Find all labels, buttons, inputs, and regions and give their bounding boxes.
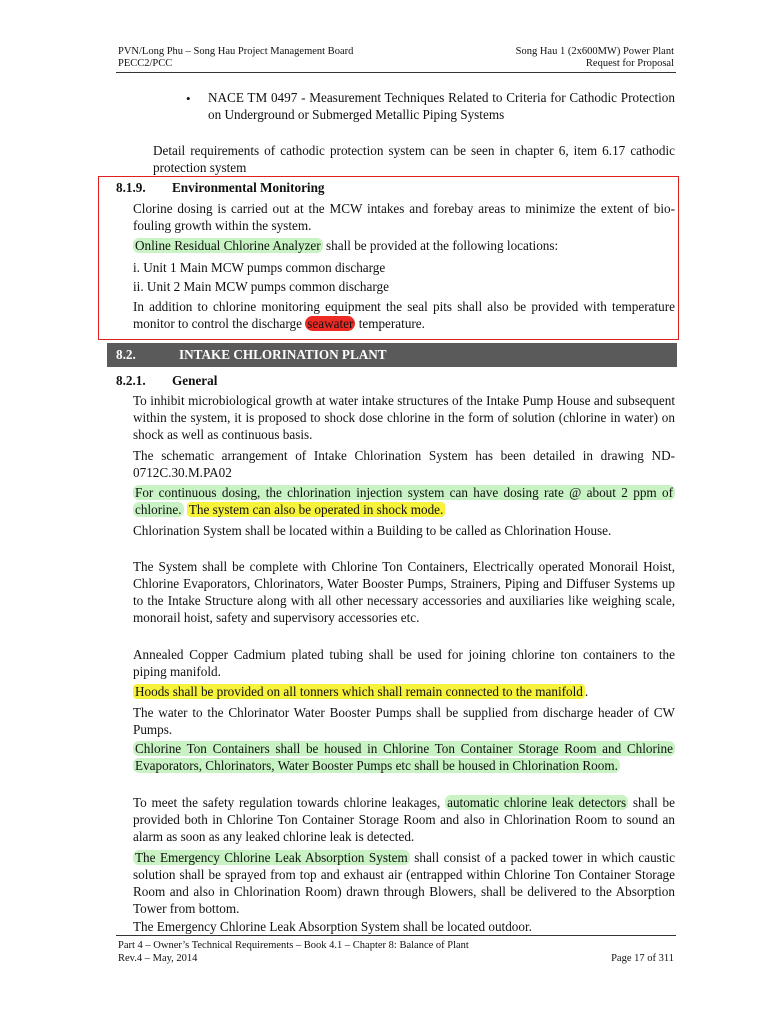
header-divider	[116, 72, 676, 73]
footer-revision: Rev.4 – May, 2014	[118, 953, 198, 964]
header-left	[118, 46, 353, 70]
heading-8-1-9	[116, 180, 325, 196]
storage-room-highlight: Chlorine Ton Containers shall be housed in Chlorine Ton Container Storage Room and Chlorine Evaporators, Chlorinators, Water Booster Pumps etc shall be housed in Chlorination Room.	[135, 741, 673, 773]
footer-left	[118, 939, 469, 965]
general-paragraph-5: The System shall be complete with Chlorine Ton Containers, Electrically operated Monorail Hoist, Chlorine Evaporators, Chlorinators, Water Booster Pumps, Strainers, Piping and Diffuser Systems up to the Intake Structure along with all other necessary accessories and auxiliaries like weighing scale, monorail hoist, safety and supervisory accessories etc.	[133, 559, 675, 625]
header-dept: PECC2/PCC	[118, 58, 173, 69]
absorption-text: shall consist of a packed tower in which caustic solution shall be sprayed from top and exhaust air (entrapped within Chlorine Ton Container Storage Room and also in Chlorination Room) drawn through Blowers, shall be delivered to the Absorption Tower from bottom.	[133, 850, 675, 916]
location-item-1: i. Unit 1 Main MCW pumps common discharge	[133, 260, 386, 275]
footer-divider	[116, 935, 676, 936]
seal-pits-text-end: temperature.	[355, 316, 425, 331]
general-paragraph-8: The water to the Chlorinator Water Booster Pumps shall be supplied from discharge header of CW Pumps.	[133, 705, 675, 737]
general-paragraph-9	[133, 740, 675, 774]
header-doc-type: Request for Proposal	[585, 58, 674, 69]
general-paragraph-3	[133, 484, 675, 518]
general-paragraph-12: The Emergency Chlorine Leak Absorption System shall be located outdoor.	[133, 919, 532, 934]
general-paragraph-6: Annealed Copper Cadmium plated tubing shall be used for joining chlorine ton containers to the piping manifold.	[133, 647, 675, 679]
heading-title: Environmental Monitoring	[172, 180, 325, 195]
analyzer-highlight: Online Residual Chlorine Analyzer	[135, 238, 321, 253]
location-item-2: ii. Unit 2 Main MCW pumps common discharge	[133, 279, 389, 294]
bullet-icon: •	[186, 91, 191, 106]
heading-title: General	[172, 373, 218, 388]
heading-number: 8.2.	[116, 347, 136, 362]
general-paragraph-2: The schematic arrangement of Intake Chlorination System has been detailed in drawing ND-0712C.30.M.PA02	[133, 448, 675, 480]
env-monitoring-paragraph-2	[133, 237, 675, 254]
hoods-highlight: Hoods shall be provided on all tonners which shall remain connected to the manifold	[135, 684, 583, 699]
general-paragraph-1: To inhibit microbiological growth at water intake structures of the Intake Pump House and subsequent within the system, it is proposed to shock dose chlorine in the form of solution (chlorine in water) on shock as well as continuous basis.	[133, 393, 675, 442]
env-monitoring-paragraph-3	[133, 298, 675, 332]
leak-detectors-highlight: automatic chlorine leak detectors	[447, 795, 627, 810]
heading-number: 8.2.1.	[116, 373, 146, 388]
general-paragraph-4: Chlorination System shall be located within a Building to be called as Chlorination House.	[133, 523, 612, 538]
dosing-rate-highlight: For continuous dosing, the chlorination injection system can have dosing rate @ about 2 ppm of chlorine.	[135, 485, 673, 517]
env-monitoring-paragraph-1: Clorine dosing is carried out at the MCW intakes and forebay areas to minimize the extent of bio-fouling growth within the system.	[133, 201, 675, 233]
seawater-highlight: seawater	[307, 316, 354, 331]
page-number: Page 17 of 311	[611, 953, 674, 964]
heading-title: INTAKE CHLORINATION PLANT	[179, 347, 387, 362]
bullet-item-nace: NACE TM 0497 - Measurement Techniques Related to Criteria for Cathodic Protection on Underground or Submerged Metallic Piping Systems	[208, 90, 675, 122]
absorption-system-highlight: The Emergency Chlorine Leak Absorption System	[135, 850, 408, 865]
safety-text: To meet the safety regulation towards chlorine leakages,	[133, 795, 446, 810]
general-paragraph-11	[133, 849, 675, 917]
header-project: Song Hau 1 (2x600MW) Power Plant	[515, 46, 674, 57]
header-org: PVN/Long Phu – Song Hau Project Management Board	[118, 46, 354, 57]
shock-mode-highlight: The system can also be operated in shock mode.	[188, 502, 444, 517]
intro-detail-paragraph: Detail requirements of cathodic protection system can be seen in chapter 6, item 6.17 cathodic protection system	[153, 143, 675, 175]
heading-8-2-bar	[107, 343, 677, 367]
safety-text-end: shall be provided both in Chlorine Ton Container Storage Room and also in Chlorination Room to sound an alarm as soon as any leaked chlorine leak is detected.	[133, 795, 675, 844]
footer-chapter: Part 4 – Owner’s Technical Requirements – Book 4.1 – Chapter 8: Balance of Plant	[118, 940, 469, 951]
seal-pits-text: In addition to chlorine monitoring equipment the seal pits shall also be provided with temperature monitor to control the discharge	[133, 299, 675, 331]
general-paragraph-7	[133, 683, 675, 700]
heading-8-2-1	[116, 373, 217, 389]
analyzer-text: shall be provided at the following locations:	[322, 238, 559, 253]
header-right	[516, 46, 674, 70]
general-paragraph-10	[133, 794, 675, 845]
heading-number: 8.1.9.	[116, 180, 146, 195]
hoods-period: .	[584, 684, 589, 699]
